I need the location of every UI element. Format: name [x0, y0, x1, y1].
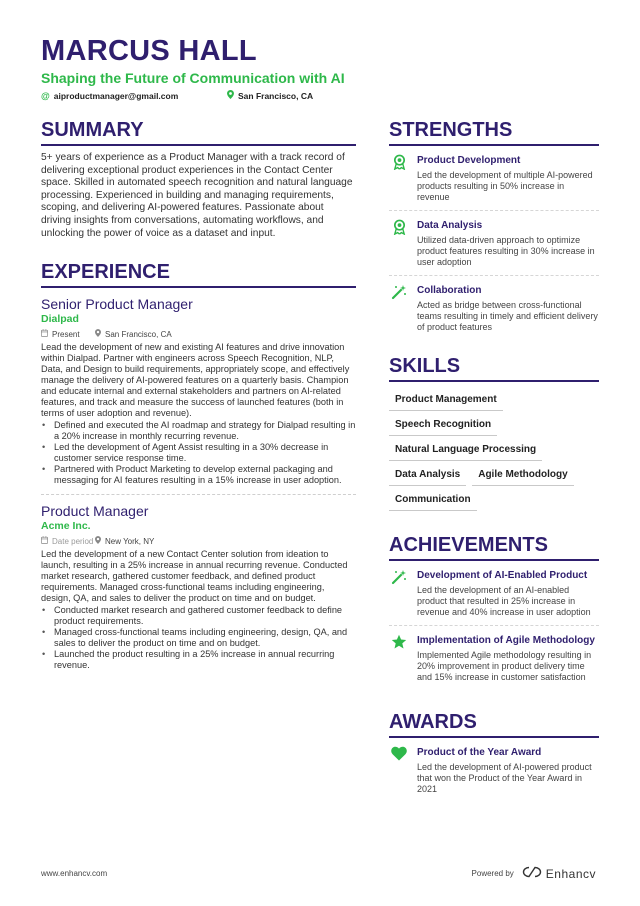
job-description: Lead the development of new and existing AI features and drive innovation within Dialpad. Partner with engineers across Speech Recognition, NLP, Data, and Design to build requirements, appropriately scope, and effectively manage the delivery of AI-powered features on a quarterly basis. Champion and educate internal and external stakeholders and partners on AI-related features, and track and measure the success of launched features (both in terms of user adoption and revenue).: [41, 342, 350, 419]
list-item: • Managed cross-functional teams including engineering, design, QA, and sales to deliver the product on time and on budget.: [41, 627, 356, 649]
achievement-title: Development of AI-Enabled Product: [417, 570, 588, 581]
contact-location: [227, 90, 313, 101]
brand-name: Enhancv: [545, 866, 596, 881]
job-location: New York, NY: [95, 536, 154, 546]
job-date: Present: [41, 329, 95, 339]
list-item: • Led the development of Agent Assist resulting in a 30% decrease in customer service response time.: [41, 442, 356, 464]
page-footer: [41, 866, 596, 881]
skill-tag: Agile Methodology: [472, 463, 573, 486]
award-icon: [389, 219, 409, 268]
strengths-heading: STRENGTHS: [389, 118, 599, 146]
candidate-name: MARCUS HALL: [41, 35, 257, 67]
calendar-icon: [41, 536, 48, 546]
award-title: Product of the Year Award: [417, 747, 542, 758]
achievements-section: [389, 533, 599, 690]
achievement-item: [389, 634, 599, 690]
list-item: • Conducted market research and gathered customer feedback to define product requirements.: [41, 605, 356, 627]
job-entry: [41, 296, 356, 495]
experience-heading: EXPERIENCE: [41, 260, 356, 288]
strength-desc: Utilized data-driven approach to optimize product features resulting in 30% increase in user adoption: [417, 235, 595, 267]
job-location: San Francisco, CA: [95, 329, 172, 339]
website-link[interactable]: www.enhancv.com: [41, 869, 108, 878]
job-title: Product Manager: [41, 503, 149, 520]
magic-wand-icon: [389, 569, 409, 618]
skills-heading: SKILLS: [389, 354, 599, 382]
skill-tag: Product Management: [389, 388, 503, 411]
strength-title: Product Development: [417, 155, 521, 166]
strength-desc: Led the development of multiple AI-powered products resulting in 50% increase in revenue: [417, 170, 593, 202]
strength-title: Data Analysis: [417, 220, 483, 231]
summary-heading: SUMMARY: [41, 118, 356, 146]
right-column: [389, 118, 599, 802]
skills-section: [389, 354, 599, 511]
location-pin-icon: [95, 329, 101, 339]
achievements-heading: ACHIEVEMENTS: [389, 533, 599, 561]
company-name: Acme Inc.: [41, 520, 91, 533]
resume-header: [41, 36, 601, 101]
job-meta: [41, 329, 356, 339]
strength-item: [389, 154, 599, 211]
job-bullets: [41, 420, 356, 486]
job-meta: [41, 536, 356, 546]
job-bullets: [41, 605, 356, 671]
skill-tag: Communication: [389, 488, 477, 511]
achievement-desc: Led the development of an AI-enabled product that resulted in 25% increase in revenue and 40% increase in user adoption: [417, 585, 591, 617]
job-title: Senior Product Manager: [41, 296, 193, 313]
left-column: [41, 118, 356, 671]
heart-icon: [389, 746, 409, 795]
strength-desc: Acted as bridge between cross-functional teams resulting in timely and efficient delivery of product features: [417, 300, 598, 332]
email-text: aiproductmanager@gmail.com: [53, 90, 179, 101]
experience-section: [41, 260, 356, 671]
at-icon: @: [41, 90, 50, 101]
strength-item: [389, 284, 599, 340]
skill-tag: Natural Language Processing: [389, 438, 542, 461]
awards-section: [389, 710, 599, 802]
calendar-icon: [41, 329, 48, 339]
skills-list: [389, 386, 599, 511]
list-item: • Defined and executed the AI roadmap and strategy for Dialpad resulting in a 20% increase in monthly recurring revenue.: [41, 420, 356, 442]
skill-tag: Data Analysis: [389, 463, 466, 486]
summary-text: 5+ years of experience as a Product Manager with a track record of delivering exceptional product experiences in the Contact Center space. Skilled in automated speech recognition and natural language processing. Experienced in building and managing requirements, scoping, and delivering AI-powered features. Passionate about driving insights from conversations, automating workflows, and unlocking the power of voice as a dataset and input.: [41, 152, 353, 239]
skill-tag: Speech Recognition: [389, 413, 497, 436]
enhancv-logo-icon: [522, 866, 542, 881]
award-item: [389, 746, 599, 802]
job-description: Led the development of a new Contact Center solution from ideation to launch, resulting in a 25% increase in annual recurring revenue. Conducted market research, gathered customer feedback, and defined product requirements. Managed cross-functional teams including engineering, design, QA, and sales to deliver the product on time and on budget.: [41, 549, 348, 604]
divider: [41, 494, 356, 495]
location-pin-icon: [95, 536, 101, 546]
company-name: Dialpad: [41, 313, 79, 326]
strengths-section: [389, 118, 599, 340]
job-date: Date period: [41, 536, 95, 546]
achievement-title: Implementation of Agile Methodology: [417, 635, 595, 646]
powered-by-label: Powered by: [471, 869, 514, 878]
award-icon: [389, 154, 409, 203]
list-item: • Partnered with Product Marketing to develop external packaging and messaging for AI features resulting in a 15% increase in user adoption.: [41, 464, 356, 486]
achievement-desc: Implemented Agile methodology resulting in 20% improvement in product delivery time and 15% increase in customer satisfaction: [417, 650, 592, 682]
achievement-item: [389, 569, 599, 626]
powered-by: [472, 866, 596, 881]
location-text: San Francisco, CA: [238, 90, 314, 101]
tagline: Shaping the Future of Communication with AI: [41, 70, 345, 86]
strength-item: [389, 219, 599, 276]
star-icon: [389, 634, 409, 683]
awards-heading: AWARDS: [389, 710, 599, 738]
brand-logo[interactable]: [522, 866, 596, 881]
award-desc: Led the development of AI-powered product that won the Product of the Year Award in 2021: [417, 762, 592, 794]
location-pin-icon: [227, 90, 234, 101]
contact-email[interactable]: [41, 90, 227, 101]
job-entry: [41, 503, 356, 671]
strength-title: Collaboration: [417, 285, 482, 296]
magic-wand-icon: [389, 284, 409, 333]
contact-row: [41, 90, 601, 101]
list-item: • Launched the product resulting in a 25% increase in annual recurring revenue.: [41, 649, 356, 671]
summary-section: [41, 118, 356, 240]
